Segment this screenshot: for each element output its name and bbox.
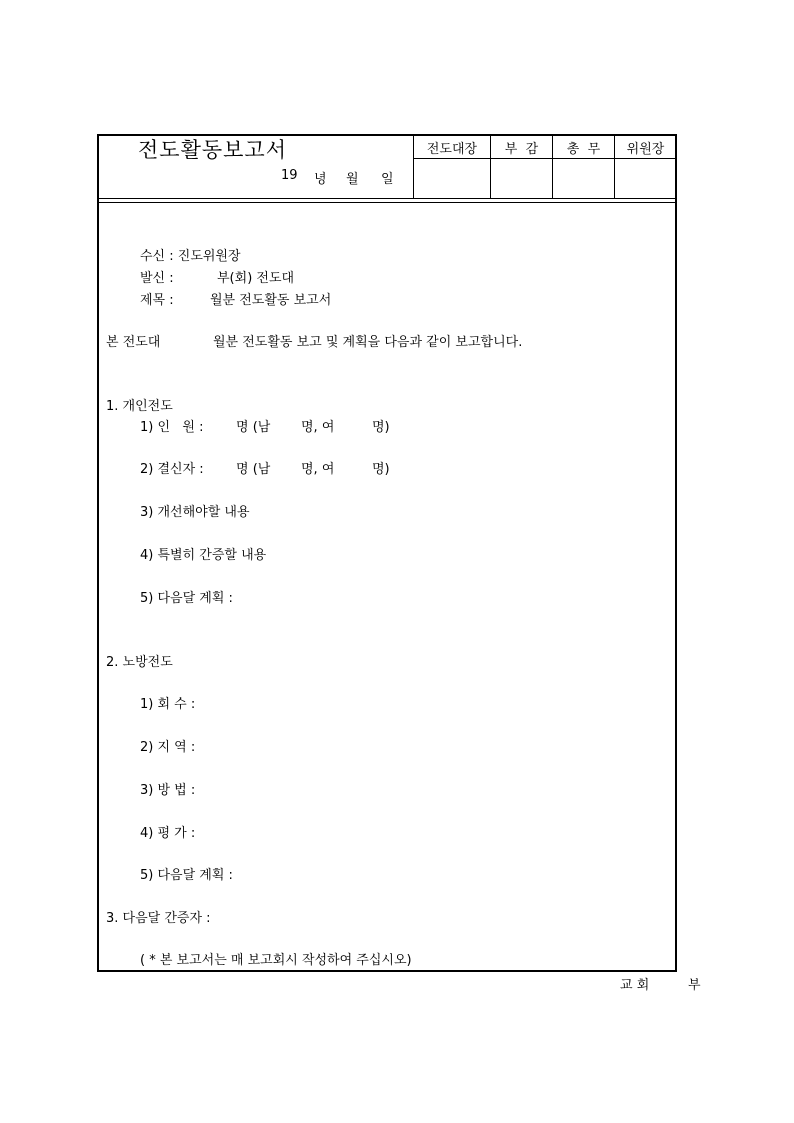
converts-women: 명) bbox=[372, 462, 390, 477]
street-evaluation-label: 4) 평 가 : bbox=[140, 826, 196, 841]
approval-header-secretary: 총 무 bbox=[566, 142, 601, 157]
intro-text: 월분 전도활동 보고 및 계획을 다음과 같이 보고합니다. bbox=[213, 335, 523, 350]
approval-row-divider bbox=[413, 158, 676, 159]
personnel-count: 명 (남 bbox=[236, 420, 271, 435]
personnel-label: 1) 인 원 : bbox=[140, 420, 204, 435]
approval-header-leader: 전도대장 bbox=[426, 142, 478, 157]
footer-church: 교 회 bbox=[620, 978, 650, 993]
header-separator-line-2 bbox=[98, 202, 676, 203]
header-separator-line bbox=[98, 198, 676, 199]
footer-dept: 부 bbox=[688, 978, 701, 993]
section-next-testifier-title: 3. 다음달 간증자 : bbox=[106, 911, 211, 926]
street-next-plan-label: 5) 다음달 계획 : bbox=[140, 868, 233, 883]
date-month-unit: 월 bbox=[346, 172, 359, 187]
sender-value: 부(회) 전도대 bbox=[217, 271, 295, 286]
page-title: 전도활동보고서 bbox=[138, 138, 288, 162]
street-area-label: 2) 지 역 : bbox=[140, 740, 196, 755]
next-month-plan-label: 5) 다음달 계획 : bbox=[140, 591, 233, 606]
section-personal-evangelism-title: 1. 개인전도 bbox=[106, 399, 173, 414]
street-method-label: 3) 방 법 : bbox=[140, 783, 196, 798]
instruction-note: ( * 본 보고서는 매 보고회시 작성하여 주십시오) bbox=[140, 953, 412, 968]
recipient-line: 수신 : 진도위원장 bbox=[140, 249, 241, 264]
section-street-evangelism-title: 2. 노방전도 bbox=[106, 655, 173, 670]
date-year-unit: 녕 bbox=[314, 172, 327, 187]
approval-header-vice: 부 감 bbox=[504, 142, 539, 157]
subject-label: 제목 : bbox=[140, 293, 174, 308]
personnel-women: 명) bbox=[372, 420, 390, 435]
converts-count: 명 (남 bbox=[236, 462, 271, 477]
personnel-men: 명, 여 bbox=[301, 420, 335, 435]
converts-men: 명, 여 bbox=[301, 462, 335, 477]
date-day-unit: 일 bbox=[381, 172, 394, 187]
street-count-label: 1) 회 수 : bbox=[140, 697, 196, 712]
converts-label: 2) 결신자 : bbox=[140, 462, 204, 477]
improvements-label: 3) 개선해야할 내용 bbox=[140, 505, 250, 520]
intro-team: 본 전도대 bbox=[106, 335, 161, 350]
subject-value: 월분 전도활동 보고서 bbox=[210, 293, 332, 308]
sender-label: 발신 : bbox=[140, 271, 174, 286]
testimony-label: 4) 특별히 간증할 내용 bbox=[140, 548, 267, 563]
date-year: 19 bbox=[281, 168, 298, 183]
approval-header-chair: 위원장 bbox=[626, 142, 665, 157]
